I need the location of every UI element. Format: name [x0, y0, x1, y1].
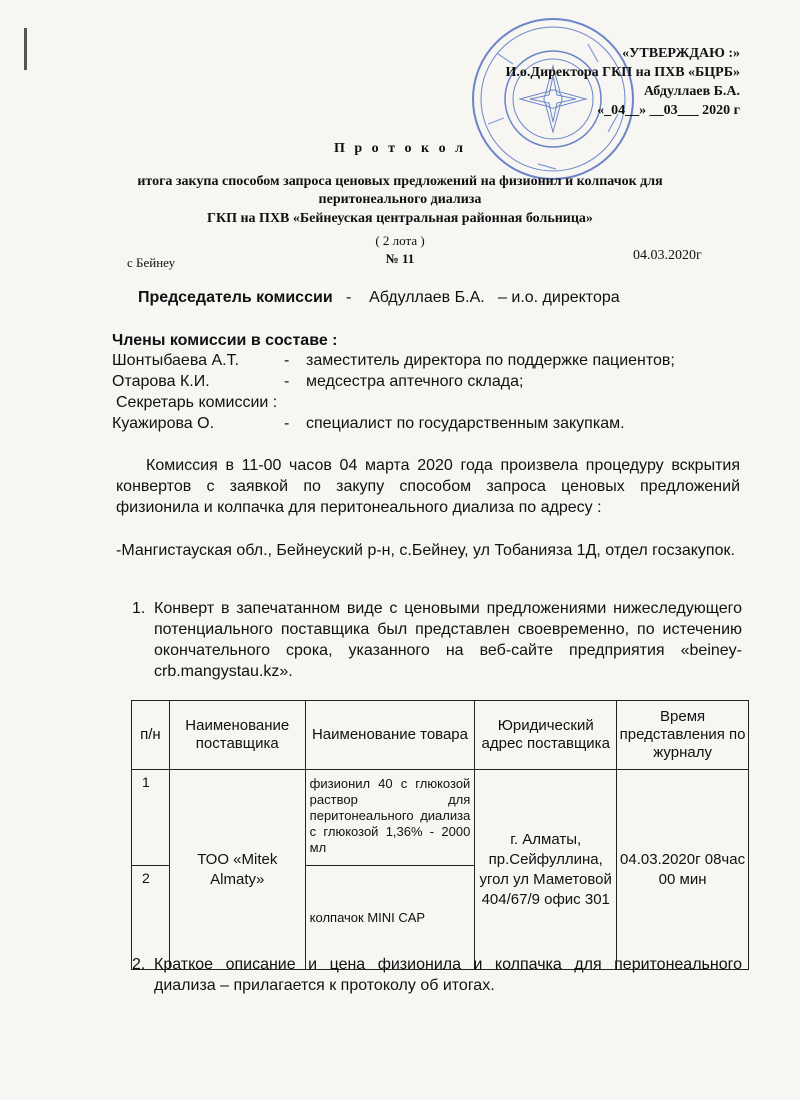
lots-count: ( 2 лота ) — [375, 233, 425, 248]
approval-date: «_04__» __03___ 2020 г — [597, 103, 740, 118]
member-row — [112, 372, 523, 392]
table-header-row — [132, 701, 749, 770]
member-role: медсестра аптечного склада; — [306, 373, 524, 390]
approval-heading: «УТВЕРЖДАЮ :» — [622, 46, 740, 61]
header-cell: Наименование товара — [305, 701, 475, 770]
protocol-number: № 11 — [385, 251, 415, 266]
header-cell: Время представления по журналу — [617, 701, 749, 770]
list-item-2 — [132, 954, 742, 996]
chairman-line — [138, 288, 620, 308]
list-text: Краткое описание и цена физионила и колпачка для перитонеального диализа – прилагается к протоколу об итогах. — [154, 956, 742, 994]
submission-time: 04.03.2020г 08час 00 мин — [617, 770, 749, 970]
product-name: колпачок MINI CAP — [305, 866, 475, 970]
address-paragraph: -Мангистауская обл., Бейнеуский р-н, с.Бейнеу, ул Тобанияза 1Д, отдел госзакупок. — [116, 542, 735, 559]
member-row — [112, 351, 675, 371]
approval-block — [506, 44, 740, 120]
product-name: физионил 40 с глюкозой раствор для перитонеального диализа с глюкозой 1,36% - 2000 мл — [305, 770, 475, 866]
chairman-name: Абдуллаев Б.А. — [369, 289, 485, 306]
member-name: Отарова К.И. — [112, 373, 210, 390]
city: с Бейнеу — [127, 255, 176, 270]
header-cell: Наименование поставщика — [169, 701, 305, 770]
members-heading: Члены комиссии в составе : — [112, 332, 338, 349]
scan-mark — [24, 28, 27, 70]
approval-position: И.о.Директора ГКП на ПХВ «БЦРБ» — [505, 65, 740, 80]
chairman-role: – и.о. директора — [498, 289, 620, 306]
supplier-name: ТОО «Mitek Almaty» — [169, 770, 305, 970]
title-line-3: ГКП на ПХВ «Бейнеуская центральная районная больница» — [207, 211, 593, 226]
title-line-1: итога закупа способом запроса ценовых предложений на физионил и колпачок для — [137, 174, 663, 189]
supplier-address: г. Алматы, пр.Сейфуллина, угол ул Маметовой 404/67/9 офис 301 — [475, 770, 617, 970]
approval-name: Абдуллаев Б.А. — [643, 84, 740, 99]
row-number: 2 — [132, 866, 170, 970]
protocol-title: П р о т о к о л — [334, 141, 466, 156]
secretary-name: Куажирова О. — [112, 415, 215, 432]
header-cell: Юридический адрес поставщика — [475, 701, 617, 770]
list-number: 2. — [132, 956, 146, 973]
chairman-label: Председатель комиссии — [138, 289, 333, 306]
member-name: Шонтыбаева А.Т. — [112, 352, 240, 369]
secretary-label: Секретарь комиссии : — [116, 394, 278, 411]
member-role: заместитель директора по поддержке пациентов; — [306, 352, 675, 369]
title-line-2: перитонеального диализа — [318, 192, 482, 207]
list-number: 1. — [132, 600, 146, 617]
document-date: 04.03.2020г — [633, 248, 702, 263]
intro-paragraph: Комиссия в 11-00 часов 04 марта 2020 года произвела процедуру вскрытия конвертов с заявкой по закупу способом запроса ценовых предложений физионила и колпачка для перитонеального диализа по адресу : — [116, 457, 740, 516]
member-dash: - — [284, 352, 290, 369]
table-row — [132, 770, 749, 866]
secretary-row — [112, 414, 625, 434]
secretary-role: специалист по государственным закупкам. — [306, 415, 625, 432]
list-text: Конверт в запечатанном виде с ценовыми предложениями нижеследующего потенциального поставщика был представлен своевременно, по истечению окончательного срока, указанного на веб-сайте предприятия «beiney-crb.mangystau.kz». — [154, 600, 742, 680]
suppliers-table — [131, 700, 749, 970]
member-dash: - — [284, 373, 290, 390]
secretary-dash: - — [284, 415, 290, 432]
list-item-1 — [132, 598, 742, 682]
header-cell: п/н — [132, 701, 170, 770]
chairman-dash: - — [346, 289, 352, 306]
row-number: 1 — [132, 770, 170, 866]
